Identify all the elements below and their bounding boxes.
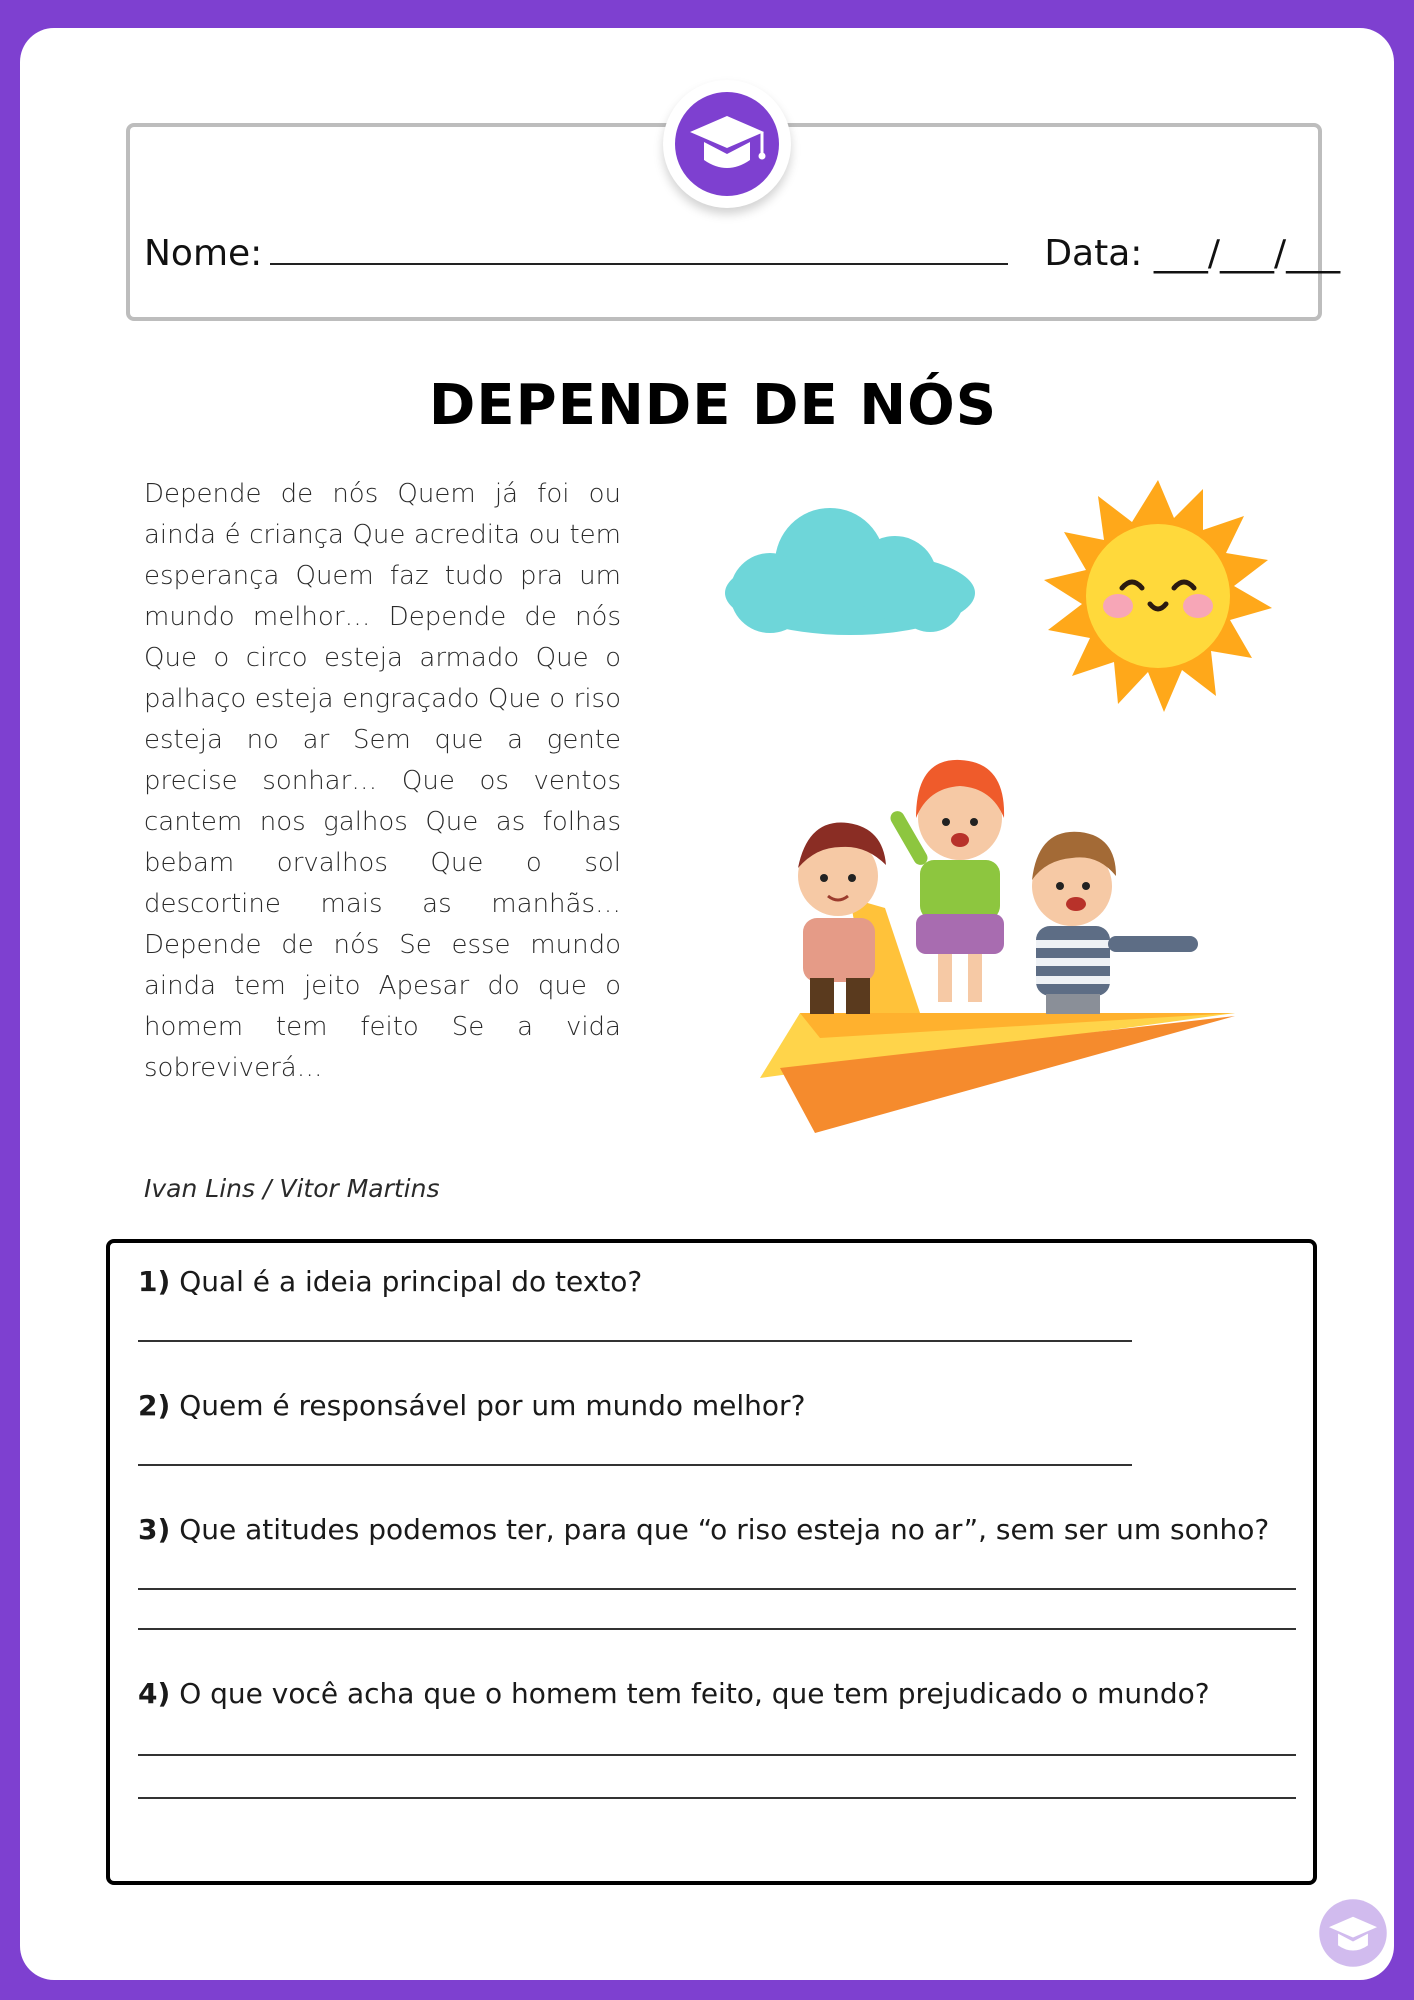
kids-on-paper-plane-illustration [760, 760, 1235, 1133]
smiling-sun-icon [1044, 480, 1272, 712]
watermark-graduation-cap-icon [1316, 1896, 1390, 1975]
name-label: Nome: [144, 233, 263, 274]
answer-line-4a[interactable] [138, 1754, 1296, 1756]
illustration [720, 468, 1280, 1153]
question-2: 2) Quem é responsável por um mundo melhor? [138, 1389, 806, 1422]
answer-line-1[interactable] [138, 1340, 1132, 1342]
question-1: 1) Qual é a ideia principal do texto? [138, 1265, 643, 1298]
cloud-icon [725, 508, 975, 635]
poem-author: Ivan Lins / Vitor Martins [144, 1174, 440, 1203]
graduation-cap-icon [663, 80, 791, 208]
page-title: DEPENDE DE NÓS [428, 373, 998, 438]
answer-line-2[interactable] [138, 1464, 1132, 1466]
name-date-row [144, 233, 1340, 274]
answer-line-3b[interactable] [138, 1628, 1296, 1630]
name-answer-line[interactable] [270, 233, 1008, 265]
question-3: 3) Que atitudes podemos ter, para que “o riso esteja no ar”, sem ser um sonho? [138, 1513, 1270, 1546]
poem-text: Depende de nós Quem já foi ou ainda é criança Que acredita ou tem esperança Quem faz tudo pra um mundo melhor… Depende de nós Que o circo esteja armado Que o palhaço esteja engraçado Que o riso esteja no ar Sem que a gente precise sonhar… Que os ventos cantem nos galhos Que as folhas bebam orvalhos Que o sol descortine mais as manhãs… Depende de nós Se esse mundo ainda tem jeito Apesar do que o homem tem feito Se a vida sobreviverá… [144, 479, 621, 1083]
answer-line-3a[interactable] [138, 1588, 1296, 1590]
worksheet-page [20, 28, 1394, 1980]
questions-box [106, 1239, 1317, 1885]
question-4: 4) O que você acha que o homem tem feito, que tem prejudicado o mundo? [138, 1677, 1210, 1710]
date-label[interactable]: Data: ___/___/___ [1044, 233, 1341, 274]
answer-line-4b[interactable] [138, 1797, 1296, 1799]
